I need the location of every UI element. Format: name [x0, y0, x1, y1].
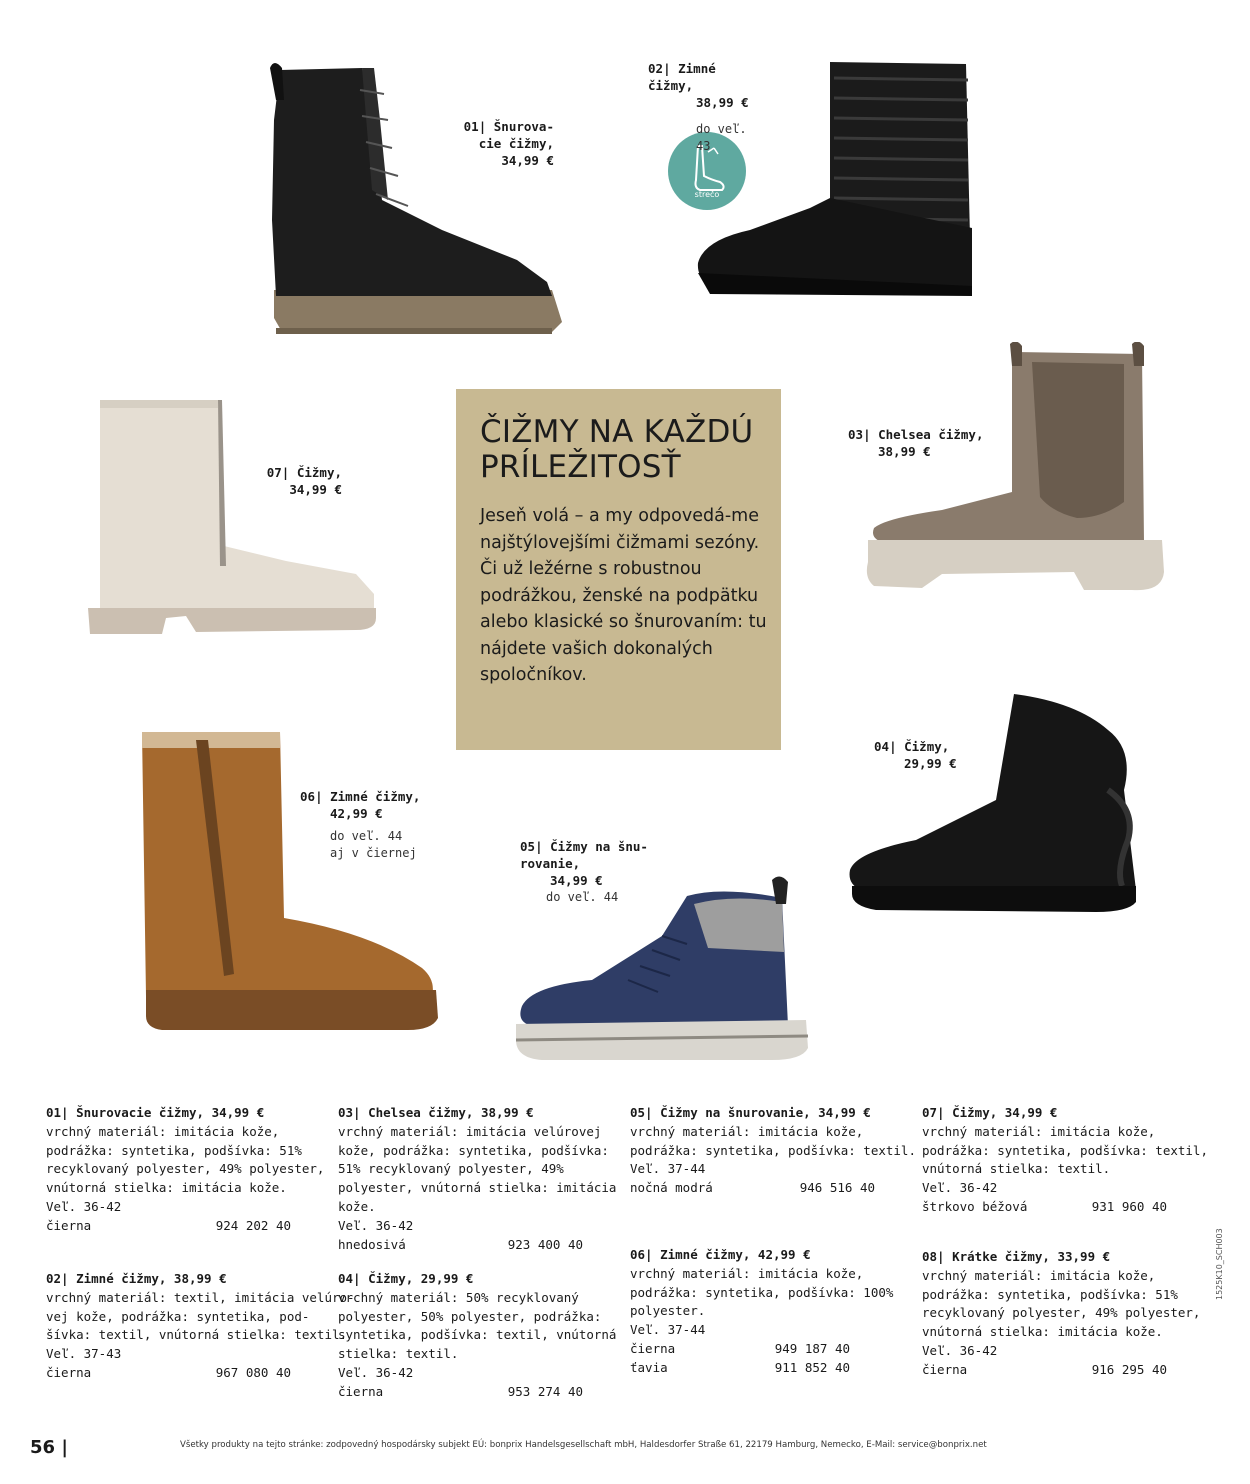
product-line: Veľ. 36-42 — [338, 1217, 414, 1233]
callout-07-title: 07| Čižmy, — [266, 465, 342, 480]
callout-06-title: 06| Zimné čižmy, — [300, 789, 421, 804]
product-line: Veľ. 36-42 — [338, 1364, 414, 1380]
product-details-04 — [338, 1270, 616, 1402]
variant-row — [922, 1198, 1167, 1217]
product-heading: 07| Čižmy, 34,99 € — [922, 1105, 1058, 1120]
product-line: vnútorná stielka: imitácia kože. — [922, 1324, 1163, 1340]
variant-color: čierna — [922, 1361, 968, 1377]
product-details-08 — [922, 1248, 1200, 1380]
callout-02-title: 02| Zimné čižmy, — [648, 61, 716, 93]
product-line: kože, podrážka: syntetika, podšívka: — [338, 1142, 609, 1158]
callout-06-price: 42,99 € — [330, 806, 383, 821]
product-line: kože. — [338, 1198, 376, 1214]
variant-code: 949 187 40 — [774, 1340, 850, 1356]
product-line: polyester, 50% polyester, podrážka: — [338, 1308, 602, 1324]
product-heading: 01| Šnurovacie čižmy, 34,99 € — [46, 1105, 265, 1120]
callout-03-price: 38,99 € — [878, 444, 931, 459]
product-line: vrchný materiál: textil, imitácia velúro- — [46, 1289, 355, 1305]
product-line: Veľ. 37-44 — [630, 1322, 706, 1338]
product-line: polyester. — [630, 1303, 706, 1319]
page-title: ČIŽMY NA KAŽDÚ PRÍLEŽITOSŤ — [480, 414, 754, 485]
stretch-badge-label: strečo — [694, 190, 720, 199]
product-line: podrážka: syntetika, podšívka: textil, — [922, 1142, 1208, 1158]
product-line: Veľ. 37-44 — [630, 1161, 706, 1177]
product-details-02 — [46, 1270, 355, 1383]
callout-05-note: do veľ. 44 — [546, 890, 619, 904]
callout-01-price: 34,99 € — [501, 153, 554, 168]
callout-06-note: do veľ. 44 — [330, 829, 403, 843]
callout-04-title: 04| Čižmy, — [874, 739, 950, 754]
product-details-03 — [338, 1104, 616, 1254]
product-heading: 04| Čižmy, 29,99 € — [338, 1271, 474, 1286]
variant-row — [630, 1179, 875, 1198]
variant-color: ťavia — [630, 1359, 668, 1375]
variant-row — [338, 1383, 583, 1402]
product-line: Veľ. 36-42 — [922, 1180, 998, 1196]
callout-03 — [848, 426, 988, 460]
product-line: recyklovaný polyester, 49% polyester, — [922, 1305, 1201, 1321]
intro-text: Jeseň volá – a my odpovedá-me najštýlovejšími čižmami sezóny. Či už ležérne s robustnou podrážkou, ženské na podpätku alebo klasické so šnurovaním: tu nájdete vašich dokonalých spoločníkov. — [480, 506, 767, 685]
variant-color: hnedosivá — [338, 1236, 406, 1252]
product-line: vnútorná stielka: imitácia kože. — [46, 1180, 287, 1196]
product-line: Veľ. 36-42 — [46, 1198, 122, 1214]
callout-05-title: 05| Čižmy na šnu- rovanie, — [520, 839, 648, 871]
product-line: vrchný materiál: imitácia kože, — [630, 1123, 864, 1139]
variant-code: 924 202 40 — [215, 1217, 291, 1233]
product-line: syntetika, podšívka: textil, vnútorná — [338, 1327, 617, 1343]
callout-05-price: 34,99 € — [550, 873, 603, 888]
product-line: recyklovaný polyester, 49% polyester, — [46, 1161, 325, 1177]
callout-02-note: do veľ. 43 — [696, 122, 747, 153]
legal-footer: Všetky produkty na tejto stránke: zodpovedný hospodársky subjekt EÚ: bonprix Handelsgesellschaft mbH, Haldesdorfer Straße 61, 22179 Hamburg, Nemecko, E-Mail: service@bonprix.net — [180, 1440, 987, 1450]
callout-04-price: 29,99 € — [904, 756, 957, 771]
page-number-value: 56 — [30, 1437, 56, 1458]
product-details-01 — [46, 1104, 324, 1236]
callout-07-price: 34,99 € — [289, 482, 342, 497]
product-image-04-slouch-ankle-boot — [846, 690, 1146, 915]
product-line: Veľ. 36-42 — [922, 1342, 998, 1358]
product-line: vrchný materiál: imitácia velúrovej — [338, 1123, 602, 1139]
intro-panel — [456, 389, 781, 750]
variant-color: štrkovo béžová — [922, 1198, 1028, 1214]
variant-code: 923 400 40 — [507, 1236, 583, 1252]
product-line: podrážka: syntetika, podšívka: textil. — [630, 1142, 916, 1158]
product-image-07-zip-ankle-boot — [86, 396, 381, 641]
callout-02-price: 38,99 € — [696, 95, 749, 110]
product-details-06 — [630, 1246, 893, 1378]
variant-code: 953 274 40 — [507, 1383, 583, 1399]
product-line: vrchný materiál: 50% recyklovaný — [338, 1289, 579, 1305]
callout-02 — [648, 60, 762, 155]
callout-03-title: 03| Chelsea čižmy, — [848, 427, 984, 442]
product-image-03-chelsea-boot — [862, 342, 1167, 597]
callout-06-note2: aj v čiernej — [330, 846, 417, 860]
variant-row — [630, 1359, 850, 1378]
variant-code: 931 960 40 — [1091, 1198, 1167, 1214]
variant-row — [46, 1217, 291, 1236]
product-heading: 08| Krátke čižmy, 33,99 € — [922, 1249, 1111, 1264]
product-line: vrchný materiál: imitácia kože, — [630, 1265, 864, 1281]
product-line: 51% recyklovaný polyester, 49% — [338, 1161, 564, 1177]
product-line: vnútorná stielka: textil. — [922, 1161, 1111, 1177]
product-heading: 02| Zimné čižmy, 38,99 € — [46, 1271, 227, 1286]
callout-01-title: 01| Šnurova- cie čižmy, — [463, 119, 554, 151]
callout-06 — [300, 788, 430, 862]
catalog-code: 1525K10_SCH003 — [1215, 1228, 1224, 1300]
product-line: polyester, vnútorná stielka: imitácia — [338, 1180, 617, 1196]
product-line: podrážka: syntetika, podšívka: 51% — [922, 1286, 1178, 1302]
product-line: podrážka: syntetika, podšívka: 100% — [630, 1284, 894, 1300]
variant-code: 911 852 40 — [774, 1359, 850, 1375]
callout-04 — [874, 738, 964, 772]
product-line: vrchný materiál: imitácia kože, — [922, 1123, 1156, 1139]
page-number: 56 | — [30, 1437, 68, 1458]
product-line: šívka: textil, vnútorná stielka: textil. — [46, 1327, 348, 1343]
product-heading: 05| Čižmy na šnurovanie, 34,99 € — [630, 1105, 871, 1120]
callout-07 — [250, 464, 342, 498]
variant-code: 967 080 40 — [215, 1364, 291, 1380]
product-line: vrchný materiál: imitácia kože, — [922, 1267, 1156, 1283]
product-heading: 06| Zimné čižmy, 42,99 € — [630, 1247, 811, 1262]
product-line: vrchný materiál: imitácia kože, — [46, 1123, 280, 1139]
callout-05 — [520, 838, 650, 906]
product-line: podrážka: syntetika, podšívka: 51% — [46, 1142, 302, 1158]
product-image-06-zip-winter-boot — [132, 728, 442, 1033]
callout-01 — [440, 118, 554, 169]
variant-row — [46, 1364, 291, 1383]
variant-color: čierna — [46, 1364, 92, 1380]
variant-code: 946 516 40 — [799, 1180, 875, 1196]
product-image-01-lace-up-boot — [262, 60, 567, 340]
variant-color: čierna — [338, 1383, 384, 1399]
product-details-05 — [630, 1104, 916, 1198]
variant-color: čierna — [630, 1340, 676, 1356]
variant-row — [630, 1340, 850, 1359]
product-details-07 — [922, 1104, 1208, 1217]
product-line: vej kože, podrážka: syntetika, pod- — [46, 1308, 310, 1324]
variant-color: čierna — [46, 1217, 92, 1233]
variant-color: nočná modrá — [630, 1180, 713, 1196]
product-line: stielka: textil. — [338, 1346, 459, 1362]
product-heading: 03| Chelsea čižmy, 38,99 € — [338, 1105, 534, 1120]
variant-row — [338, 1236, 583, 1255]
variant-code: 916 295 40 — [1091, 1361, 1167, 1377]
product-line: Veľ. 37-43 — [46, 1346, 122, 1362]
variant-row — [922, 1361, 1167, 1380]
